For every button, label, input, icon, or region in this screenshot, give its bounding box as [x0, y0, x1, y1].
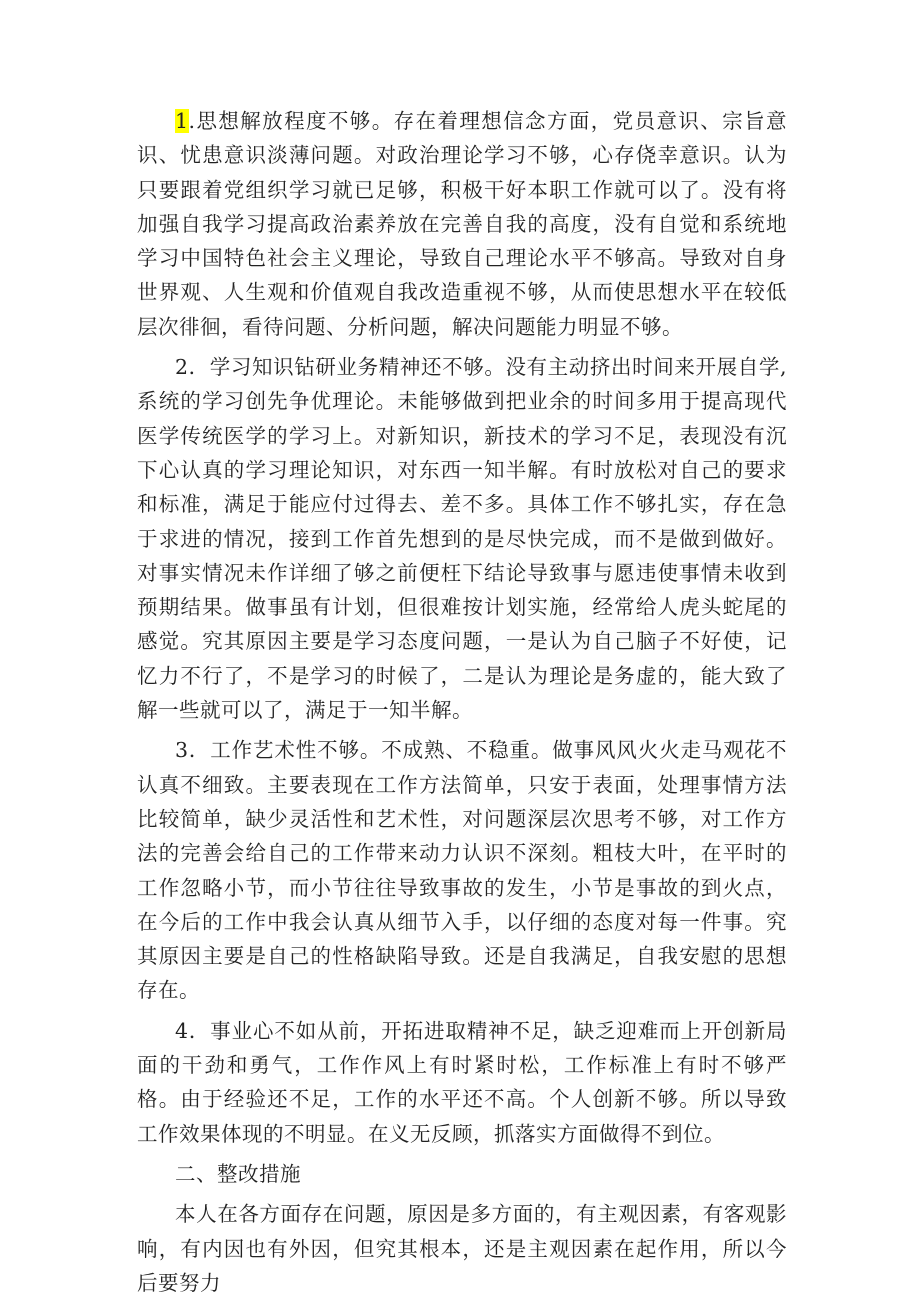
paragraph-2: 2．学习知识钻研业务精神还不够。没有主动挤出时间来开展自学,系统的学习创先争优理论。未能够做到把业余的时间多用于提高现代医学传统医学的学习上。对新知识，新技术的学习不足，表现没有沉下心认真的学习理论知识，对东西一知半解。有时放松对自己的要求和标准，满足于能应付过得去、差不多。具体工作不够扎实，存在急于求进的情况，接到工作首先想到的是尽快完成，而不是做到做好。对事实情况未作详细了够之前便枉下结论导致事与愿违使事情未收到预期结果。做事虽有计划，但很难按计划实施，经常给人虎头蛇尾的感觉。究其原因主要是学习态度问题，一是认为自己脑子不好使，记忆力不行了，不是学习的时候了，二是认为理论是务虚的，能大致了解一些就可以了，满足于一知半解。 [137, 355, 787, 723]
highlighted-number: 1 [175, 109, 189, 133]
document-page [137, 104, 787, 1306]
section-heading: 二、整改措施 [175, 1161, 301, 1186]
paragraph-1-text: .思想解放程度不够。存在着理想信念方面，党员意识、宗旨意识、忧患意识淡薄问题。对政治理论学习不够，心存侥幸意识。认为只要跟着党组织学习就已足够，积极干好本职工作就可以了。没有将加强自我学习提高政治素养放在完善自我的高度，没有自觉和系统地学习中国特色社会主义理论，导致自己理论水平不够高。导致对自身世界观、人生观和价值观自我改造重视不够，从而使思想水平在较低层次徘徊，看待问题、分析问题，解决问题能力明显不够。 [137, 109, 787, 339]
paragraph-5: 本人在各方面存在问题，原因是多方面的，有主观因素，有客观影响，有内因也有外因，但究其根本，还是主观因素在起作用，所以今后要努力 [137, 1202, 787, 1295]
paragraph-1 [137, 104, 787, 344]
paragraph-3: 3．工作艺术性不够。不成熟、不稳重。做事风风火火走马观花不认真不细致。主要表现在工作方法简单，只安于表面，处理事情方法比较简单，缺少灵活性和艺术性，对问题深层次思考不够，对工作方法的完善会给自己的工作带来动力认识不深刻。粗枝大叶，在平时的工作忽略小节，而小节往往导致事故的发生，小节是事故的到火点，在今后的工作中我会认真从细节入手，以仔细的态度对每一件事。究其原因主要是自己的性格缺陷导致。还是自我满足，自我安慰的思想存在。 [137, 738, 787, 1003]
paragraph-4: 4．事业心不如从前，开拓进取精神不足，缺乏迎难而上开创新局面的干劲和勇气，工作作风上有时紧时松，工作标准上有时不够严格。由于经验还不足，工作的水平还不高。个人创新不够。所以导致工作效果体现的不明显。在义无反顾，抓落实方面做得不到位。 [137, 1018, 787, 1146]
